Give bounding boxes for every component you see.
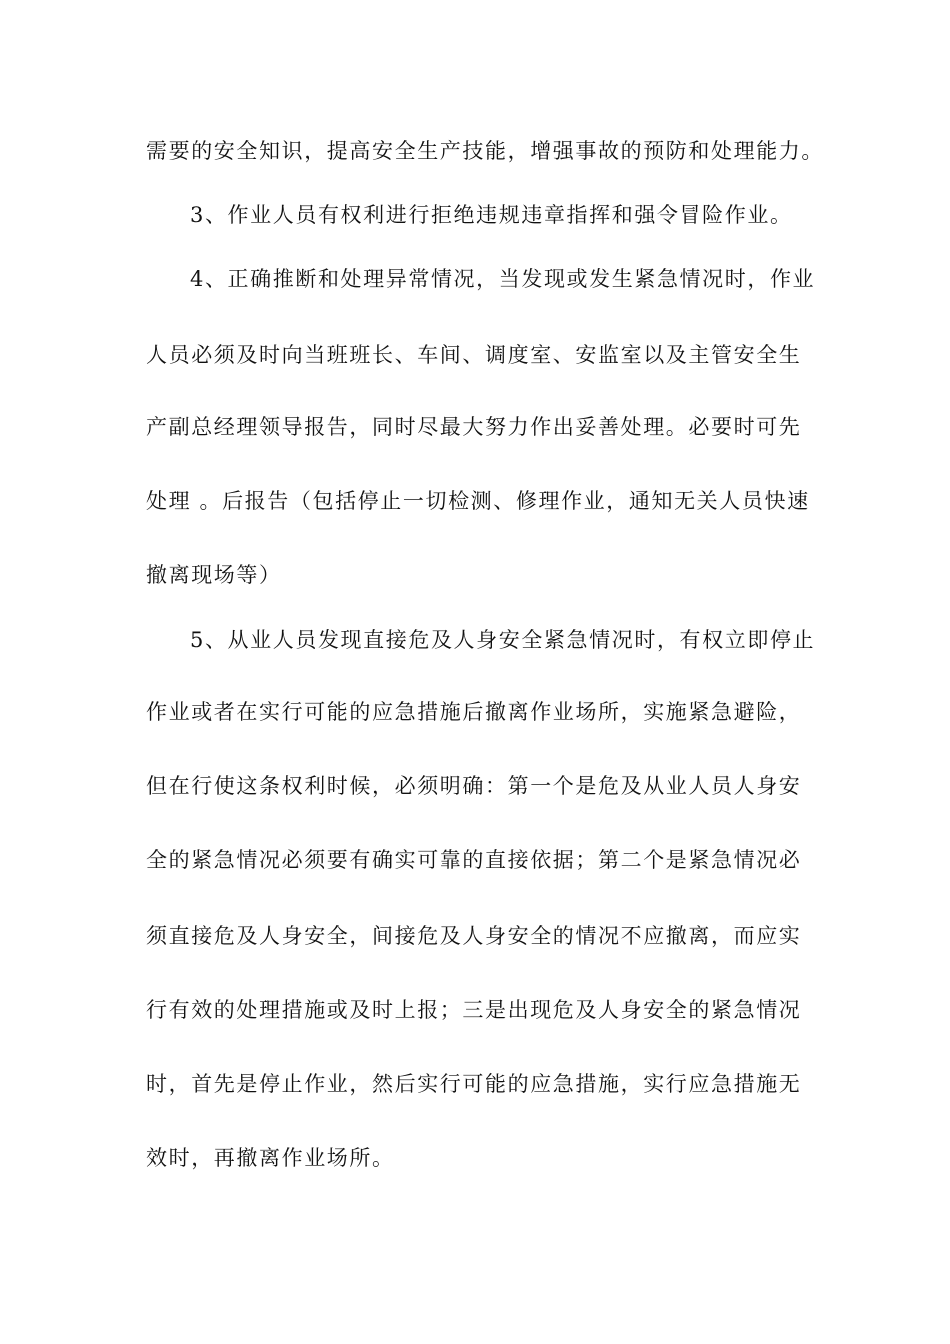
item-4-line-3: 产副总经理领导报告，同时尽最大努力作出妥善处理。必要时可先 xyxy=(146,415,802,439)
item-4-line-1: 4、正确推断和处理异常情况，当发现或发生紧急情况时，作业 xyxy=(190,267,816,291)
item-4-line-5: 撤离现场等） xyxy=(146,563,282,587)
item-5-line-5: 须直接危及人身安全，间接危及人身安全的情况不应撤离，而应实 xyxy=(146,924,802,948)
item-4-line-2: 人员必须及时向当班班长、车间、调度室、安监室以及主管安全生 xyxy=(146,343,802,367)
item-5-line-8: 效时，再撤离作业场所。 xyxy=(146,1146,395,1170)
item-5-line-1: 5、从业人员发现直接危及人身安全紧急情况时，有权立即停止 xyxy=(190,628,816,652)
item-3-line: 3、作业人员有权利进行拒绝违规违章指挥和强令冒险作业。 xyxy=(190,203,793,227)
item-5-line-7: 时，首先是停止作业，然后实行可能的应急措施，实行应急措施无 xyxy=(146,1072,802,1096)
item-5-line-3: 但在行使这条权利时候，必须明确：第一个是危及从业人员人身安 xyxy=(146,774,802,798)
item-5-line-4: 全的紧急情况必须要有确实可靠的直接依据；第二个是紧急情况必 xyxy=(146,848,802,872)
item-5-line-6: 行有效的处理措施或及时上报；三是出现危及人身安全的紧急情况 xyxy=(146,998,802,1022)
text-line-1: 需要的安全知识，提高安全生产技能，增强事故的预防和处理能力。 xyxy=(146,139,824,163)
item-5-line-2: 作业或者在实行可能的应急措施后撤离作业场所，实施紧急避险， xyxy=(146,700,802,724)
item-4-line-4: 处理 。后报告（包括停止一切检测、修理作业，通知无关人员快速 xyxy=(146,489,810,513)
